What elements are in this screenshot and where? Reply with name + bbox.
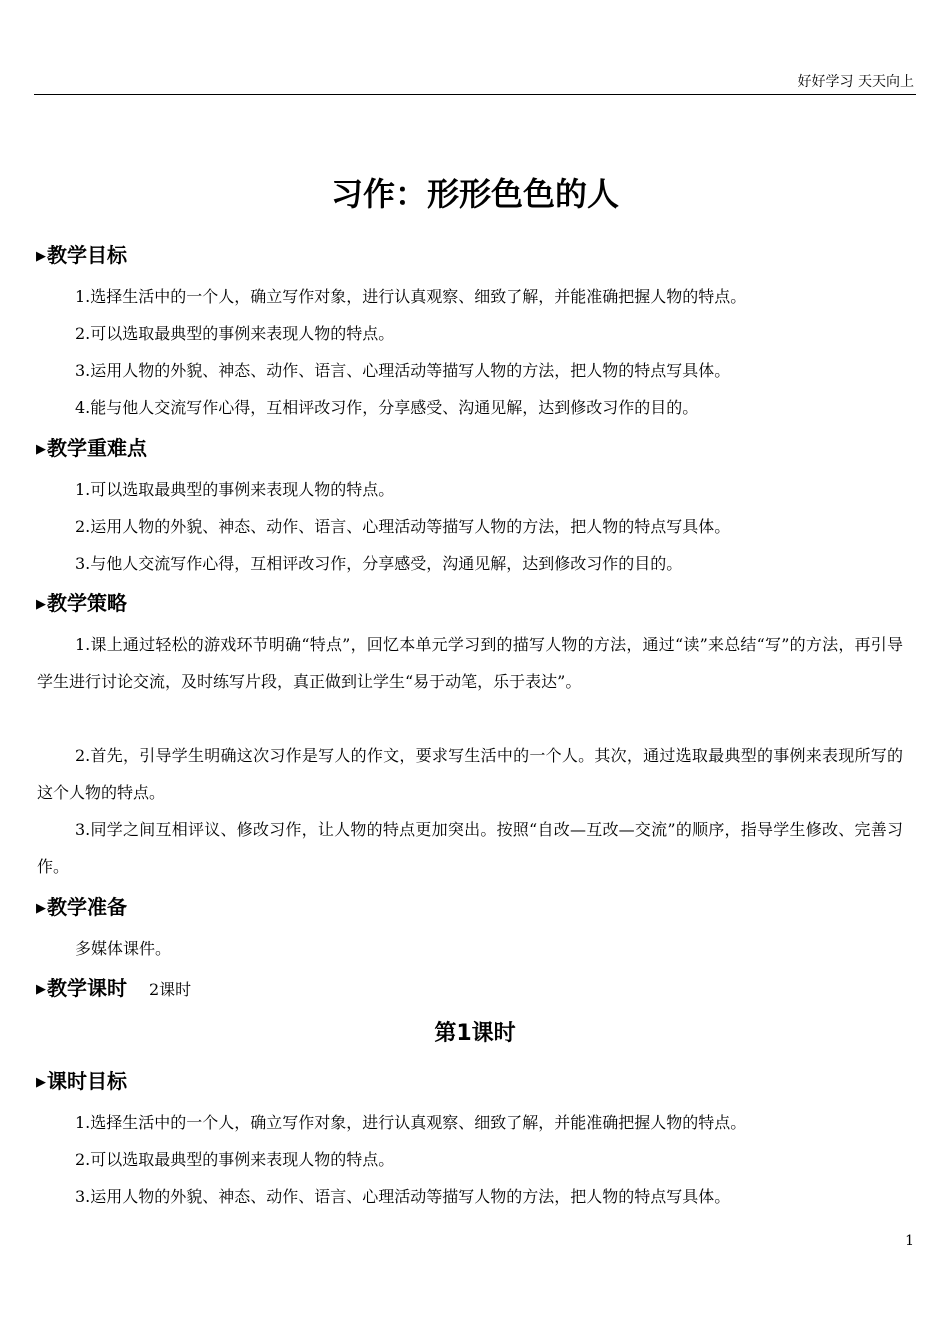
section-heading-strategy-label: 教学策略: [47, 591, 127, 615]
goal-item-3: 3.运用人物的外貌、神态、动作、语言、心理活动等描写人物的方法，把人物的特点写具体。: [75, 361, 731, 380]
lesson-goal-item-2: 2.可以选取最典型的事例来表现人物的特点。: [75, 1150, 395, 1169]
lesson-goal-item-1: 1.选择生活中的一个人，确立写作对象，进行认真观察、细致了解，并能准确把握人物的特点。: [75, 1113, 747, 1132]
section-heading-periods-label: 教学课时: [47, 976, 127, 1000]
goal-item-2: 2.可以选取最典型的事例来表现人物的特点。: [75, 324, 395, 343]
section-heading-lesson-goals: [36, 1067, 127, 1097]
page-number: 1: [905, 1233, 914, 1249]
periods-value: 2课时: [149, 980, 192, 999]
key-point-item-1: 1.可以选取最典型的事例来表现人物的特点。: [75, 480, 395, 499]
triangle-bullet-icon: ▶: [36, 901, 46, 916]
lesson-goal-item-3: 3.运用人物的外貌、神态、动作、语言、心理活动等描写人物的方法，把人物的特点写具体。: [75, 1187, 731, 1206]
section-heading-strategy: [36, 589, 127, 619]
strategy-paragraph-3: 3.同学之间互相评议、修改习作，让人物的特点更加突出。按照“自改—互改—交流”的顺序，指导学生修改、完善习作。: [37, 820, 903, 876]
page-header-rule: [34, 94, 916, 95]
key-point-item-2: 2.运用人物的外貌、神态、动作、语言、心理活动等描写人物的方法，把人物的特点写具体。: [75, 517, 731, 536]
goal-item-1: 1.选择生活中的一个人，确立写作对象，进行认真观察、细致了解，并能准确把握人物的特点。: [75, 287, 747, 306]
section-heading-preparation-label: 教学准备: [47, 895, 127, 919]
triangle-bullet-icon: ▶: [36, 597, 46, 612]
page-header-text: 好好学习 天天向上: [797, 74, 914, 90]
triangle-bullet-icon: ▶: [36, 442, 46, 457]
section-heading-preparation: [36, 893, 127, 923]
triangle-bullet-icon: ▶: [36, 249, 46, 264]
section-heading-goals: [36, 241, 127, 271]
document-title: 习作：形形色色的人: [330, 175, 619, 213]
section-heading-periods: [36, 974, 191, 1004]
strategy-paragraph-2: 2.首先，引导学生明确这次习作是写人的作文，要求写生活中的一个人。其次，通过选取最典型的事例来表现所写的这个人物的特点。: [37, 746, 903, 802]
preparation-text: 多媒体课件。: [75, 939, 172, 958]
section-heading-lesson-goals-label: 课时目标: [47, 1069, 127, 1093]
goal-item-4: 4.能与他人交流写作心得，互相评改习作，分享感受、沟通见解，达到修改习作的目的。: [75, 398, 699, 417]
section-heading-key-points-label: 教学重难点: [47, 436, 147, 460]
section-heading-goals-label: 教学目标: [47, 243, 127, 267]
strategy-paragraph-1: 1.课上通过轻松的游戏环节明确“特点”，回忆本单元学习到的描写人物的方法，通过“读”来总结“写”的方法，再引导学生进行讨论交流，及时练写片段，真正做到让学生“易于动笔，乐于表达”。: [37, 635, 903, 691]
key-point-item-3: 3.与他人交流写作心得，互相评改习作，分享感受，沟通见解，达到修改习作的目的。: [75, 554, 683, 573]
lesson-title: 第1课时: [434, 1021, 516, 1046]
triangle-bullet-icon: ▶: [36, 1075, 46, 1090]
section-heading-key-points: [36, 434, 147, 464]
triangle-bullet-icon: ▶: [36, 982, 46, 997]
